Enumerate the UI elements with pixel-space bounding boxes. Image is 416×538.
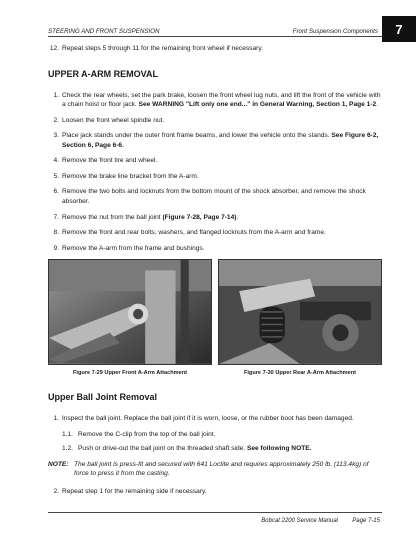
sub-step-text: Remove the C-clip from the top of the ball joint. <box>78 430 216 438</box>
step-text: Remove the nut from the ball joint <box>62 213 163 221</box>
step-number: 2 . <box>48 116 59 126</box>
header-topic: Front Suspension Components <box>292 28 378 35</box>
chapter-tab: 7 <box>382 16 416 42</box>
sub-step-reference: See following NOTE. <box>246 445 312 453</box>
header-section-title: STEERING AND FRONT SUSPENSION <box>48 28 160 35</box>
list-item <box>48 131 382 150</box>
step-text: Check the rear wheels, set the park brake, loosen the front wheel lug nuts, and lift the front of the vehicle with a chain hoist or floor jack. <box>62 91 381 109</box>
list-item <box>48 213 382 223</box>
page-footer <box>48 512 382 525</box>
step-text: Remove the brake line bracket from the A-arm. <box>62 172 199 180</box>
step-text: Loosen the front wheel spindle nut. <box>62 116 165 124</box>
sub-step-number: 1.2. <box>62 445 73 453</box>
sub-step <box>48 430 382 440</box>
section-heading-upper-a-arm-removal: UPPER A-ARM REMOVAL <box>48 68 158 79</box>
step-punctuation: . <box>376 101 379 109</box>
photo-upper-rear-a-arm <box>218 259 382 365</box>
step-punctuation: . <box>122 141 124 149</box>
list-item <box>48 91 382 110</box>
step-text: Place jack stands under the outer front frame beams, and lower the vehicle onto the stands. <box>62 132 332 140</box>
list-item <box>48 187 382 206</box>
note-text: The ball joint is press-fit and secured with 641 Loctite and requires approximately 250 lb. (113.4kg) of force to press it from the casting. <box>74 460 369 478</box>
step-reference: See WARNING "Lift only one end..." in General Warning, Section 1, Page 1-2 <box>138 101 377 109</box>
step-punctuation: . <box>236 213 239 221</box>
step-text: Repeat step 1 for the remaining side if necessary. <box>62 487 207 495</box>
sub-step-number: 1.1. <box>62 430 73 438</box>
list-item <box>48 244 382 254</box>
step-number: 5 . <box>48 172 59 182</box>
page-number: Page 7-15 <box>352 518 380 524</box>
step-number: 4 . <box>48 156 59 166</box>
step-reference: (Figure 7-28, Page 7-14) <box>162 213 237 221</box>
step-text: Repeat steps 5 through 11 for the remaining front wheel if necessary. <box>62 45 263 52</box>
sub-step <box>48 444 382 454</box>
figure-row <box>48 259 382 377</box>
step-number: 2 . <box>48 487 59 497</box>
step-text: Remove the A-arm from the frame and bushings. <box>62 244 205 252</box>
manual-title: Bobcat 2200 Service Manual <box>261 518 338 524</box>
list-item <box>48 172 382 182</box>
list-item <box>48 228 382 238</box>
figure-7-30 <box>218 259 382 377</box>
sub-step-text: Push or drive-out the ball joint on the threaded shaft side. <box>78 445 247 453</box>
list-item <box>48 156 382 166</box>
step-text: Remove the front and rear bolts, washers, and flanged locknuts from the A-arm and frame. <box>62 229 326 237</box>
list-item <box>48 414 382 424</box>
figure-7-29 <box>48 259 212 377</box>
photo-upper-front-a-arm <box>48 259 212 365</box>
figure-caption: Figure 7-29 Upper Front A-Arm Attachment <box>73 370 187 377</box>
page-content <box>48 44 382 502</box>
list-item <box>48 116 382 126</box>
step-number: 8 . <box>48 228 59 238</box>
step-text: Remove the two bolts and locknuts from the bottom mount of the shock absorber, and remove the shock absorber. <box>62 188 366 205</box>
step-text: Remove the front tire and wheel. <box>62 157 158 165</box>
page-header <box>48 22 382 37</box>
note-label: NOTE: <box>48 460 69 468</box>
step-number: 3 . <box>48 131 59 141</box>
step-number: 7 . <box>48 213 59 223</box>
note-block <box>48 460 382 479</box>
step-number: 9 . <box>48 244 59 254</box>
step-reference: See Figure 6-2, Section 6, Page 6-6 <box>62 132 379 149</box>
step-number: 1 . <box>48 414 59 424</box>
figure-caption: Figure 7-30 Upper Rear A-Arm Attachment <box>243 370 357 377</box>
step-number: 12 . <box>48 44 59 54</box>
step-number: 6 . <box>48 187 59 197</box>
list-item <box>48 487 382 497</box>
step-number: 1 . <box>48 91 59 101</box>
step-12 <box>48 44 382 54</box>
section-heading-upper-ball-joint-removal: Upper Ball Joint Removal <box>48 392 158 403</box>
step-text: Inspect the ball joint. Replace the ball joint if it is worn, loose, or the rubber boot has been damaged. <box>62 415 354 423</box>
